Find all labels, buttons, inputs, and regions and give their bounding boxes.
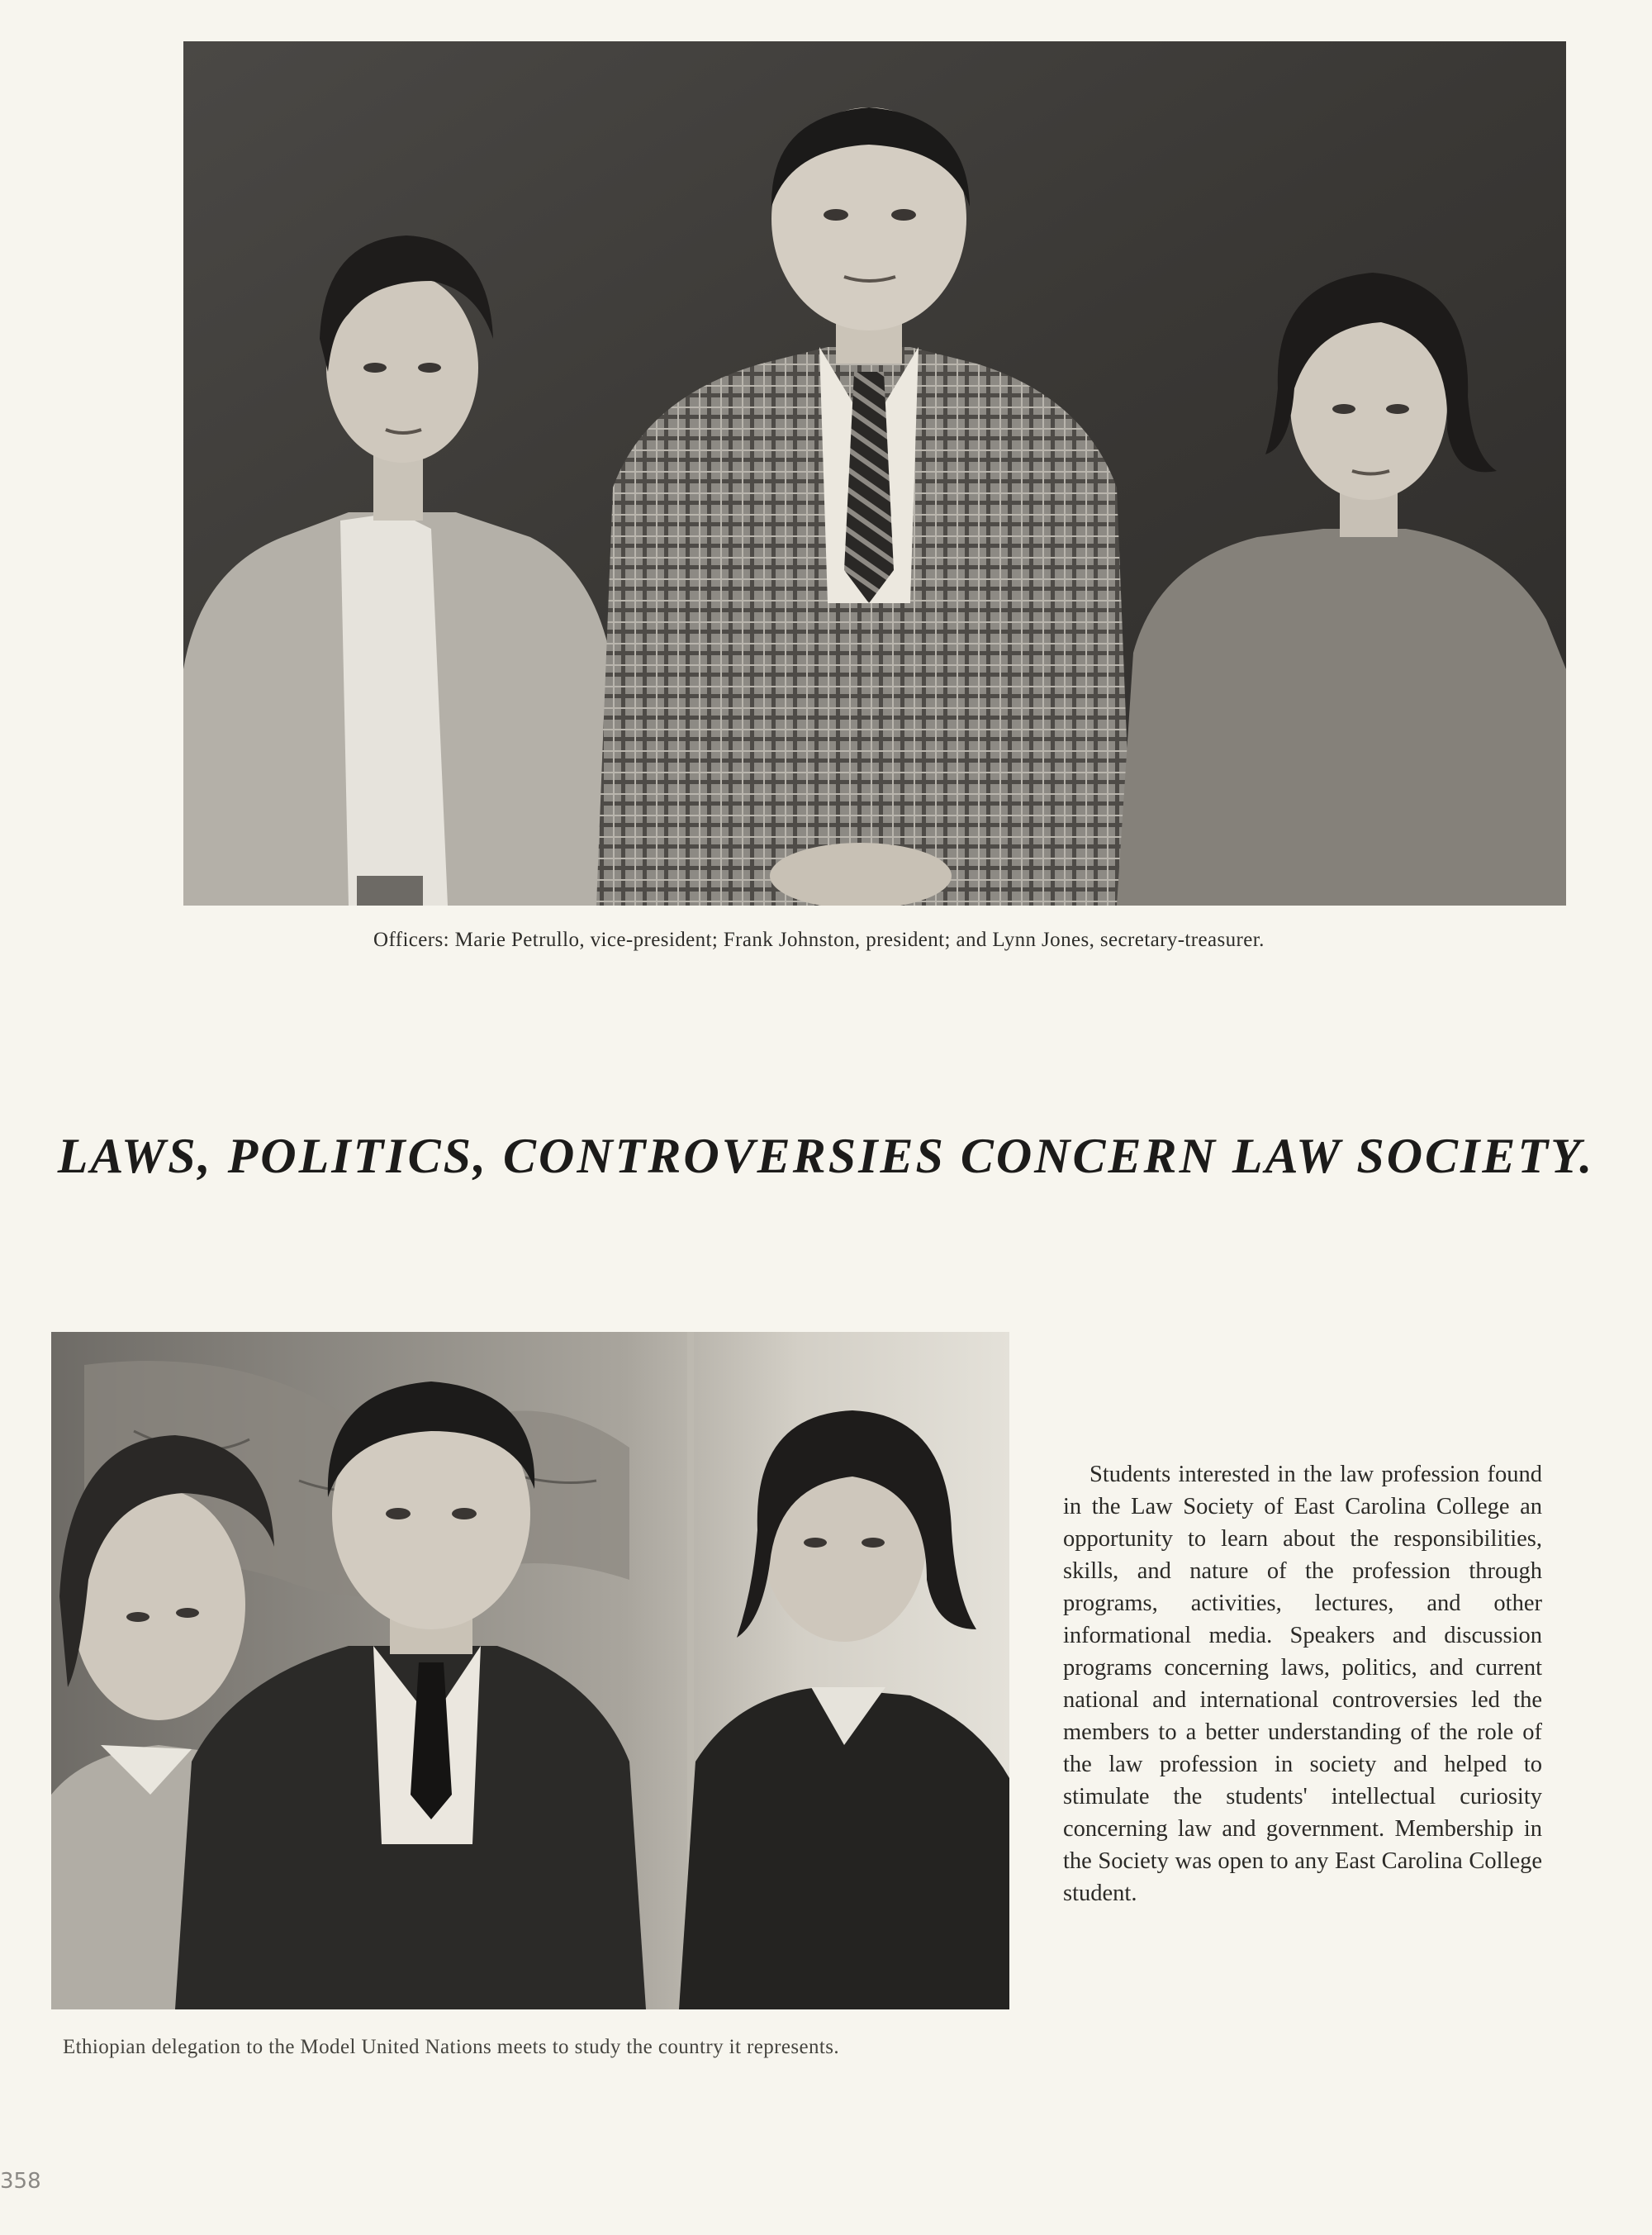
delegation-caption: Ethiopian delegation to the Model United Nations meets to study the country it represents. xyxy=(63,2036,839,2058)
officers-photo xyxy=(183,41,1566,906)
article-body: Students interested in the law profession found in the Law Society of East Carolina College an opportunity to learn about the responsibilities, skills, and nature of the profession through programs, activities, lectures, and other informational media. Speakers and discussion programs concerning laws, politics, and current national and international controversies led the members to a better understanding of the role of the law profession in society and helped to stimulate the students' intellectual curiosity concerning law and government. Membership in the Society was open to any East Carolina College student. xyxy=(1063,1462,1542,1906)
officers-caption: Officers: Marie Petrullo, vice-president; Frank Johnston, president; and Lynn Jones, secretary-treasurer. xyxy=(373,929,1265,951)
page-headline: LAWS, POLITICS, CONTROVERSIES CONCERN LAW SOCIETY. xyxy=(57,1129,1595,1183)
page-number: 358 xyxy=(0,2169,41,2194)
delegation-photo xyxy=(51,1332,1009,2009)
